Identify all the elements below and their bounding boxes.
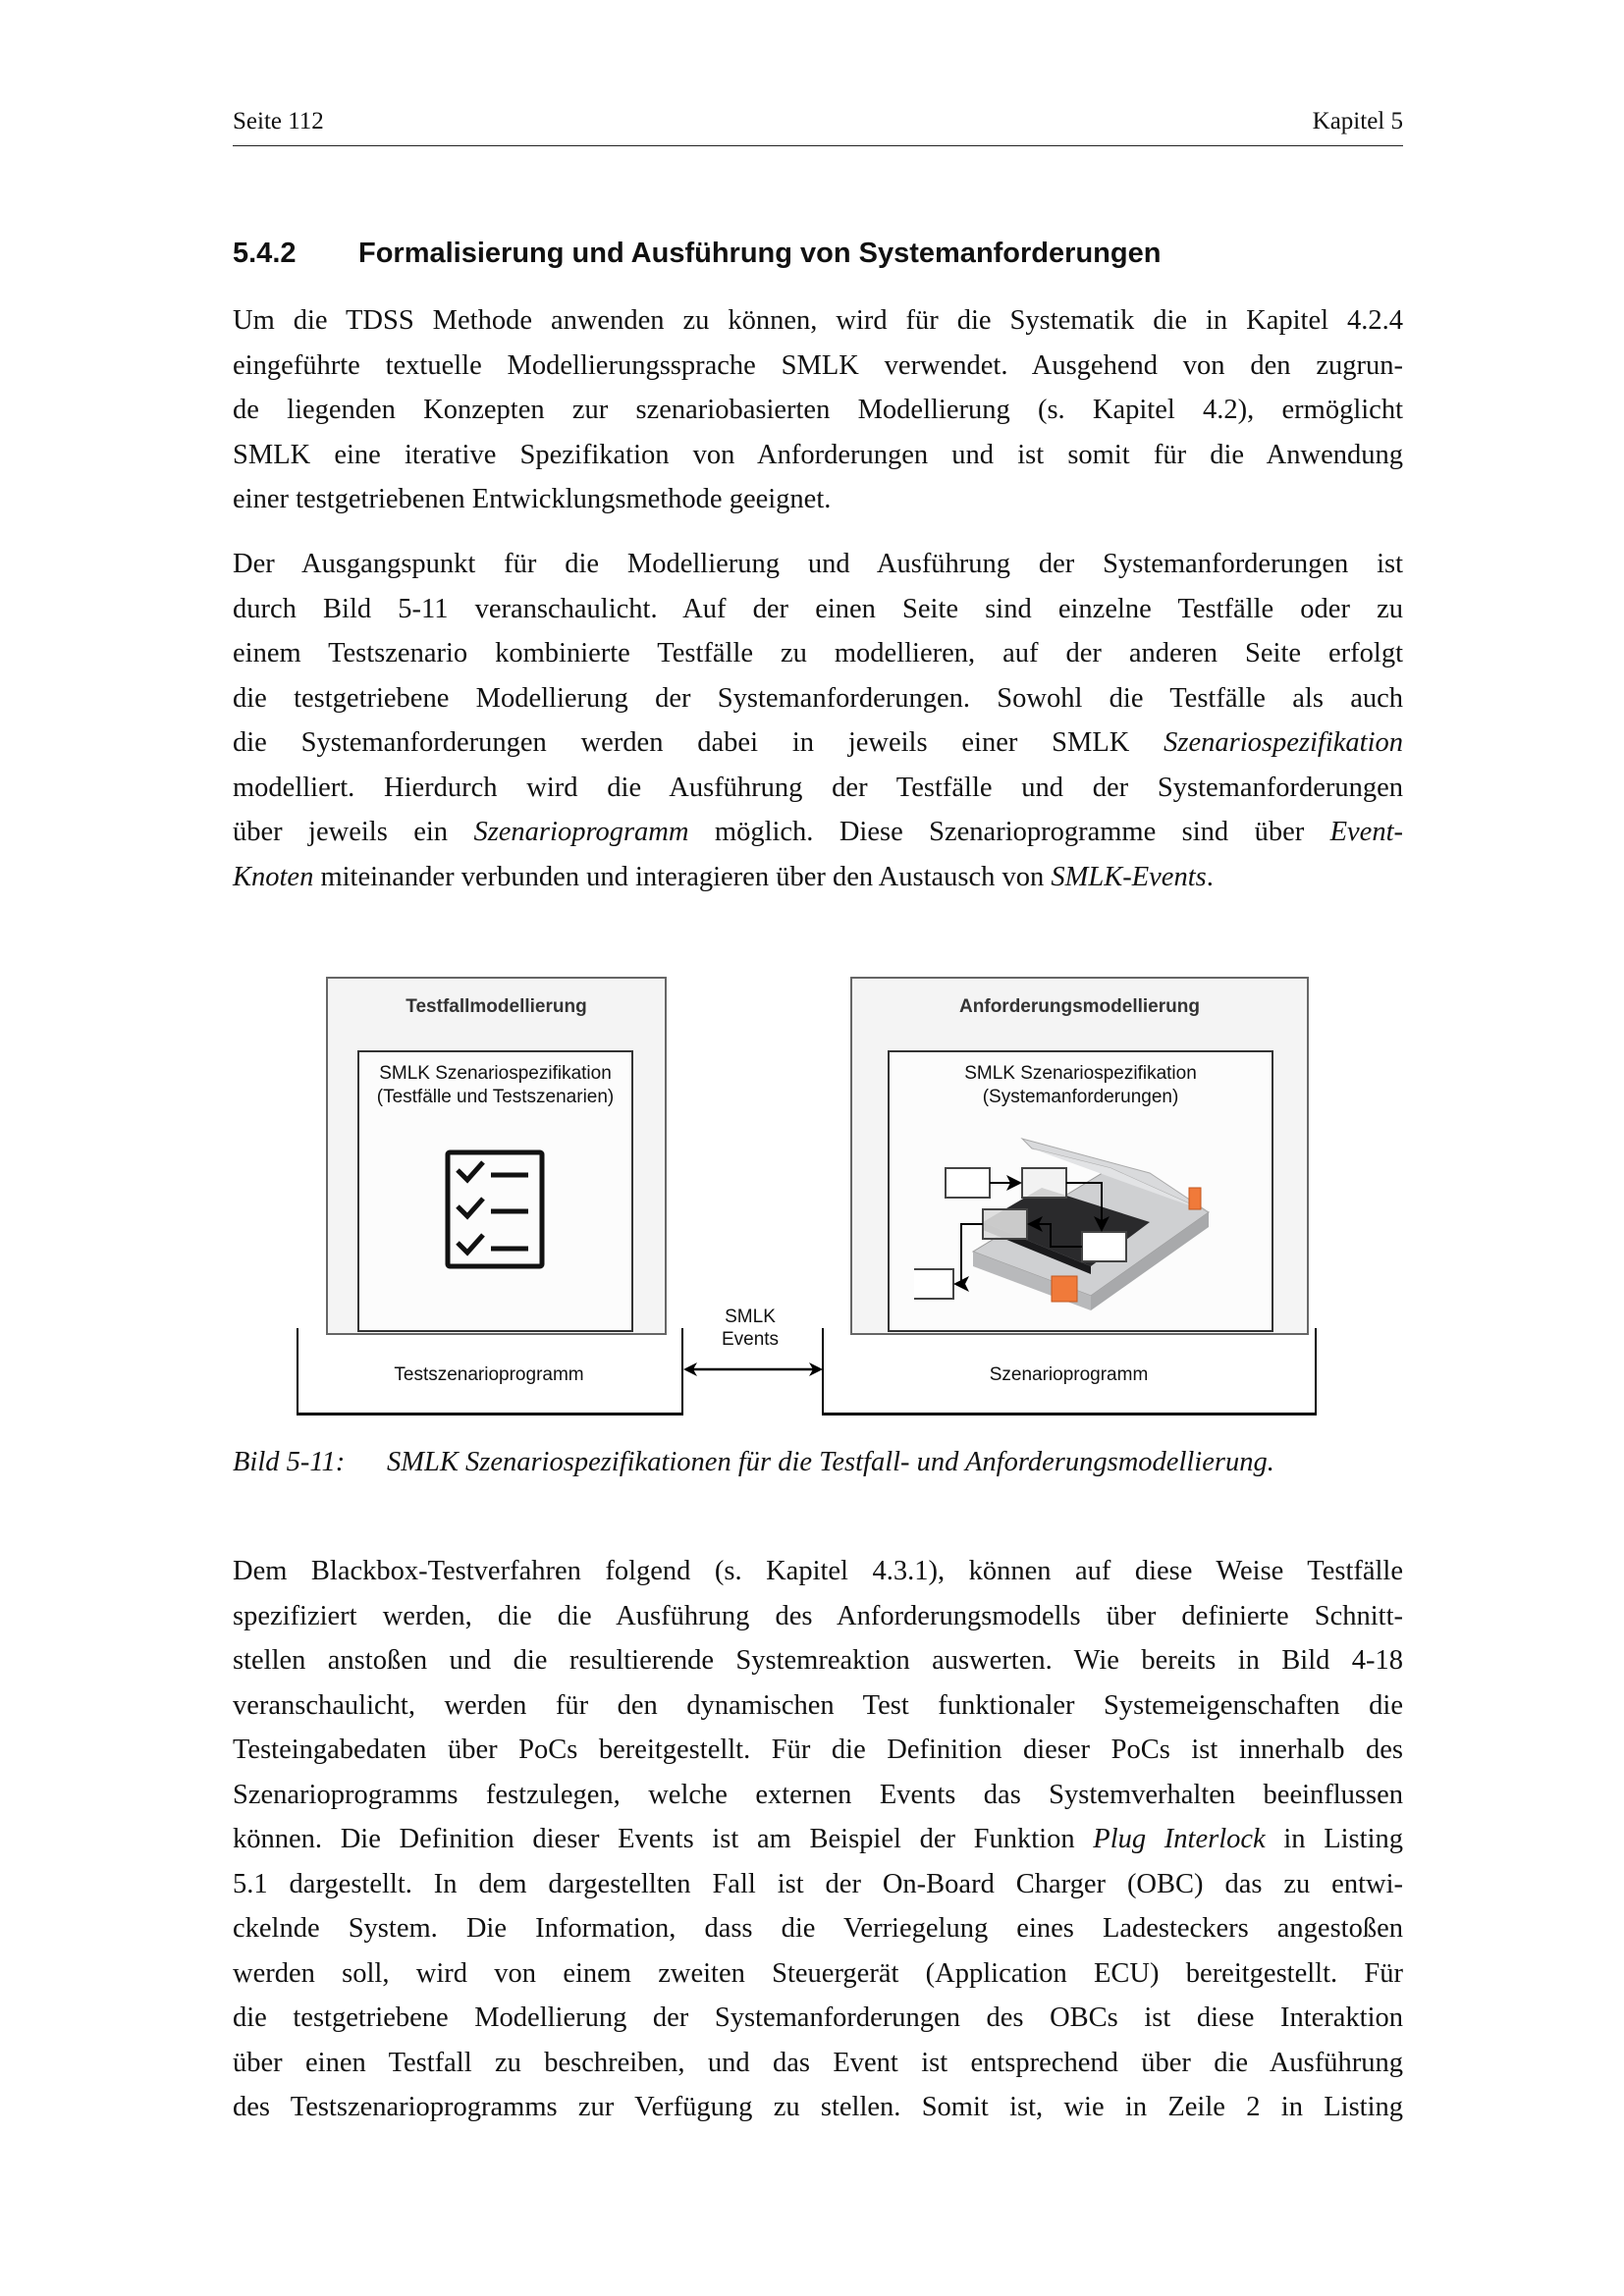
text-line: modelliert. Hierdurch wird die Ausführung der Testfälle und der Systemanforderungen [233, 772, 1403, 803]
text-line [233, 1817, 1403, 1862]
requirements-spec-line1: SMLK Szenariospezifikation [964, 1063, 1197, 1084]
test-spec-label [359, 1062, 631, 1109]
term-szenarioprogramm: Szenarioprogramm [473, 817, 689, 847]
requirements-spec-box [888, 1050, 1273, 1332]
anforderungsmodellierung-title: Anforderungsmodellierung [959, 996, 1200, 1017]
anforderungsmodellierung-box [850, 977, 1309, 1335]
text-run: . [1206, 861, 1214, 892]
paragraph-3 [233, 1549, 1403, 2130]
text-line: einem Testszenario kombinierte Testfälle zu modellieren, auf der anderen Seite erfolgt [233, 638, 1403, 668]
caption-label: Bild 5-11: [233, 1447, 346, 1477]
text-line [233, 855, 1403, 900]
page-number: Seite 112 [233, 108, 324, 134]
text-line: 5.1 dargestellt. In dem dargestellten Fall ist der On-Board Charger (OBC) das zu entwi- [233, 1868, 1403, 1899]
state-box [1022, 1168, 1066, 1198]
figure-5-11 [285, 967, 1345, 1428]
text-run: miteinander verbunden und interagieren über den Austausch von [313, 861, 1052, 892]
state-box [983, 1209, 1027, 1239]
figure-caption [233, 1447, 1403, 1478]
text-line: über einen Testfall zu beschreiben, und das Event ist entsprechend über die Ausführung [233, 2047, 1403, 2078]
state-box [914, 1269, 953, 1299]
smlk-events-line2: Events [721, 1329, 780, 1350]
text-line: werden soll, wird von einem zweiten Steuergerät (Application ECU) bereitgestellt. Für [233, 1957, 1403, 1989]
text-run: in Listing [1265, 1824, 1403, 1854]
connector-orange [1189, 1188, 1201, 1209]
szenarioprogramm-label: Szenarioprogramm [989, 1364, 1149, 1385]
text-line: Testeingabedaten über PoCs bereitgestellt. Für die Definition dieser PoCs ist innerhalb des [233, 1735, 1403, 1765]
smlk-events-label [682, 1306, 818, 1351]
paragraph-2 [233, 542, 1403, 899]
text-line: die testgetriebene Modellierung der Systemanforderungen des OBCs ist diese Interaktion [233, 2002, 1403, 2033]
checklist-icon [444, 1148, 546, 1270]
text-line: Um die TDSS Methode anwenden zu können, wird für die Systematik die in Kapitel 4.2.4 [233, 305, 1403, 336]
section-number: 5.4.2 [233, 238, 297, 269]
text-run: können. Die Definition dieser Events ist am Beispiel der Funktion [233, 1824, 1094, 1854]
text-line: spezifiziert werden, die die Ausführung des Anforderungsmodells über definierte Schnitt- [233, 1600, 1403, 1631]
paragraph-1 [233, 298, 1403, 522]
text-line: des Testszenarioprogramms zur Verfügung zu stellen. Somit ist, wie in Zeile 2 in Listing [233, 2092, 1403, 2122]
text-run: möglich. Diese Szenarioprogramme sind über [688, 817, 1330, 847]
connector-orange [1052, 1276, 1077, 1302]
text-line: veranschaulicht, werden für den dynamischen Test funktionaler Systemeigenschaften die [233, 1689, 1403, 1721]
state-box [946, 1168, 990, 1198]
text-line: die testgetriebene Modellierung der Systemanforderungen. Sowohl die Testfälle als auch [233, 682, 1403, 714]
term-szenariospezifikation: Szenariospezifikation [1164, 727, 1403, 758]
testfallmodellierung-box [326, 977, 667, 1335]
term-plug-interlock: Plug Interlock [1093, 1824, 1266, 1854]
text-line: Der Ausgangspunkt für die Modellierung und Ausführung der Systemanforderungen ist [233, 549, 1403, 579]
requirements-spec-line2: (Systemanforderungen) [982, 1087, 1179, 1107]
text-line [233, 721, 1403, 766]
smlk-events-line1: SMLK [725, 1307, 776, 1327]
text-line: durch Bild 5-11 veranschaulicht. Auf der einen Seite sind einzelne Testfälle oder zu [233, 593, 1403, 624]
term-smlk-events: SMLK-Events [1051, 861, 1207, 892]
section-heading [233, 238, 1161, 270]
testfallmodellierung-title: Testfallmodellierung [406, 996, 587, 1017]
page-header [233, 106, 1403, 146]
text-line: einer testgetriebenen Entwicklungsmethode geeignet. [233, 484, 832, 514]
test-spec-line2: (Testfälle und Testszenarien) [376, 1087, 615, 1107]
text-line: ckelnde System. Die Information, dass die Verriegelung eines Ladesteckers angestoßen [233, 1913, 1403, 1944]
chapter-label: Kapitel 5 [1312, 108, 1403, 134]
text-line: Dem Blackbox-Testverfahren folgend (s. Kapitel 4.3.1), können auf diese Weise Testfälle [233, 1556, 1403, 1586]
text-run: über jeweils ein [233, 817, 474, 847]
text-line: eingeführte textuelle Modellierungssprache SMLK verwendet. Ausgehend von den zugrun- [233, 349, 1403, 381]
requirements-spec-label [890, 1062, 1272, 1109]
test-spec-box [357, 1050, 633, 1332]
testszenarioprogramm-label: Testszenarioprogramm [394, 1364, 584, 1385]
text-run: die Systemanforderungen werden dabei in jeweils einer SMLK [233, 727, 1164, 758]
section-title: Formalisierung und Ausführung von Systemanforderungen [358, 238, 1162, 269]
term-knoten: Knoten [233, 861, 314, 892]
text-line: de liegenden Konzepten zur szenariobasierten Modellierung (s. Kapitel 4.2), ermöglicht [233, 395, 1403, 425]
text-line: SMLK eine iterative Spezifikation von Anforderungen und ist somit für die Anwendung [233, 439, 1403, 470]
term-event-knoten: Event- [1329, 817, 1403, 847]
caption-text: SMLK Szenariospezifikationen für die Testfall- und Anforderungsmodellierung. [387, 1447, 1274, 1477]
state-box [1082, 1232, 1126, 1261]
text-line [233, 810, 1403, 855]
bidirectional-arrow-icon [681, 1360, 825, 1379]
on-board-charger-illustration [914, 1129, 1248, 1315]
text-line: stellen anstoßen und die resultierende Systemreaktion auswerten. Wie bereits in Bild 4-18 [233, 1645, 1403, 1676]
test-spec-line1: SMLK Szenariospezifikation [379, 1063, 612, 1084]
text-line: Szenarioprogramms festzulegen, welche externen Events das Systemverhalten beeinflussen [233, 1779, 1403, 1810]
